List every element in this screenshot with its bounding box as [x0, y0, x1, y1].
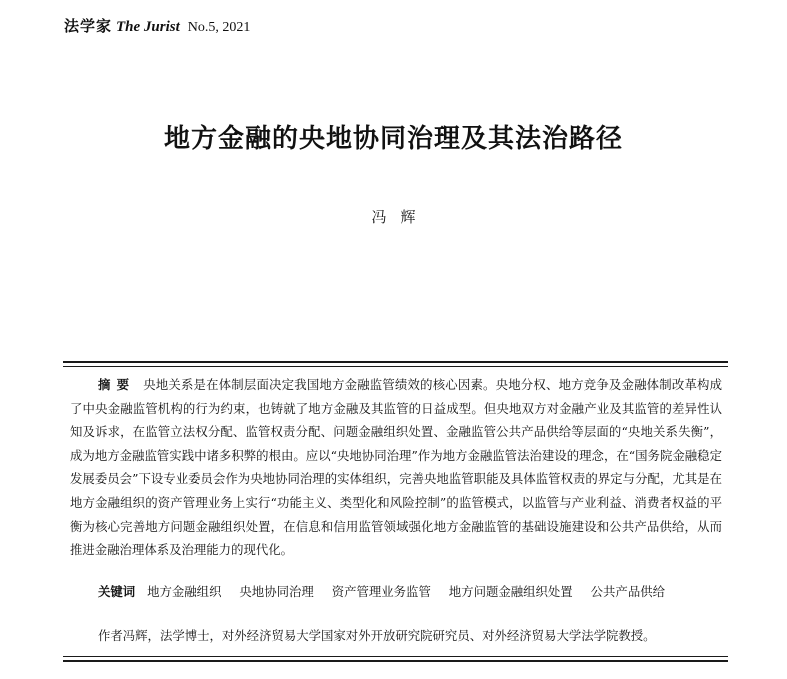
keywords-label: 关键词: [98, 584, 136, 599]
keyword: 地方问题金融组织处置: [448, 584, 573, 599]
issue-number: No.5, 2021: [187, 20, 251, 35]
journal-name-en: The Jurist: [116, 19, 180, 35]
article-title: 地方金融的央地协同治理及其法治路径: [163, 124, 623, 154]
running-header: [64, 15, 250, 37]
journal-name-cn: 法学家: [64, 17, 113, 35]
keyword: 央地协同治理: [239, 584, 314, 599]
keywords-block: [70, 580, 722, 603]
keyword: 资产管理业务监管: [331, 584, 431, 599]
abstract-block: [70, 373, 722, 562]
author-note: 作者冯辉，法学博士，对外经济贸易大学国家对外开放研究院研究员、对外经济贸易大学法学院教授。: [98, 628, 656, 643]
abstract-top-rule: [63, 361, 728, 363]
keyword: 公共产品供给: [590, 584, 665, 599]
abstract-label: 摘要: [98, 377, 136, 392]
abstract-text: 央地关系是在体制层面决定我国地方金融监管绩效的核心因素。央地分权、地方竞争及金融体制改革构成了中央金融监管机构的行为约束，也铸就了地方金融及其监管的日益成型。但央地双方对金融产业及其监管的差异性认知及诉求，在监管立法权分配、监管权责分配、问题金融组织处置、金融监管公共产品供给等层面的“央地关系失衡”，成为地方金融监管实践中诸多积弊的根由。应以“央地协同治理”作为地方金融监管法治建设的理念，在“国务院金融稳定发展委员会”下设专业委员会作为央地协同治理的实体组织，完善央地监管职能及具体监管权责的界定与分配，尤其是在地方金融组织的资产管理业务上实行“功能主义、类型化和风险控制”的监管模式，以监管与产业利益、消费者权益的平衡为核心完善地方问题金融组织处置，在信息和信用监管领域强化地方金融监管的基础设施建设和公共产品供给，从而推进金融治理体系及治理能力的现代化。: [70, 377, 723, 558]
abstract-top-rule-thin: [63, 366, 728, 367]
abstract-bottom-rule-thin: [63, 656, 728, 657]
article-author: 冯辉: [371, 208, 430, 226]
abstract-bottom-rule: [63, 660, 728, 662]
keyword: 地方金融组织: [147, 584, 222, 599]
